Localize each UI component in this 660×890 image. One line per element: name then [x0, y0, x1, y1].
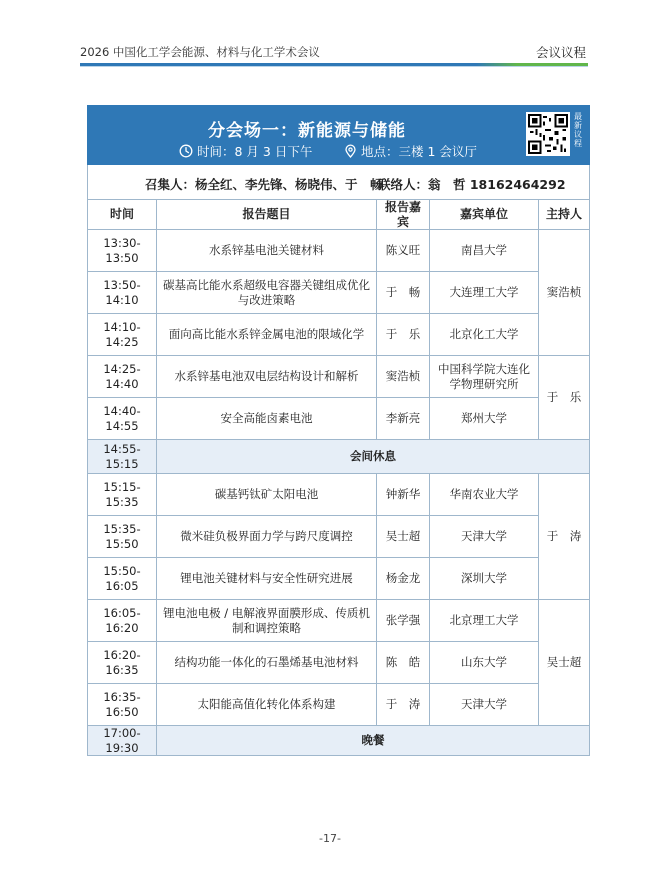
- row-speaker: 窦浩桢: [377, 356, 430, 398]
- break-label: 晚餐: [157, 726, 590, 756]
- row-time: 15:50-16:05: [87, 558, 157, 600]
- agenda-table: [87, 200, 590, 756]
- row-time: 14:25-14:40: [87, 356, 157, 398]
- row-speaker: 钟新华: [377, 474, 430, 516]
- row-title: 面向高比能水系锌金属电池的限域化学: [157, 314, 377, 356]
- convenor-row: [87, 165, 590, 200]
- row-time: 16:35-16:50: [87, 684, 157, 726]
- break-time: 17:00-19:30: [87, 726, 157, 756]
- row-title: 锂电池关键材料与安全性研究进展: [157, 558, 377, 600]
- header-rule-thin: [80, 66, 588, 67]
- host-cell: 于 乐: [539, 356, 590, 440]
- row-time: 13:30-13:50: [87, 230, 157, 272]
- row-title: 碳基高比能水系超级电容器关键组成优化与改进策略: [157, 272, 377, 314]
- row-time: 13:50-14:10: [87, 272, 157, 314]
- location-pin-icon: [344, 144, 357, 158]
- session-title: 分会场一：新能源与储能: [208, 121, 406, 141]
- row-speaker: 陈 皓: [377, 642, 430, 684]
- row-speaker: 于 乐: [377, 314, 430, 356]
- qr-code-icon[interactable]: [526, 112, 570, 156]
- clock-icon: [179, 144, 193, 158]
- row-speaker: 吴士超: [377, 516, 430, 558]
- contact-person: 联络人：翁 哲 18162464292: [378, 177, 566, 192]
- row-title: 碳基钙钛矿太阳电池: [157, 474, 377, 516]
- row-time: 14:10-14:25: [87, 314, 157, 356]
- conference-title: 2026 中国化工学会能源、材料与化工学术会议: [80, 45, 320, 59]
- row-speaker: 李新亮: [377, 398, 430, 440]
- host-cell: 窦浩桢: [539, 230, 590, 356]
- row-speaker: 杨金龙: [377, 558, 430, 600]
- row-title: 结构功能一体化的石墨烯基电池材料: [157, 642, 377, 684]
- section-label: 会议议程: [535, 45, 586, 60]
- header-time: 时间: [87, 200, 157, 230]
- row-title: 锂电池电极 / 电解液界面膜形成、传质机制和调控策略: [157, 600, 377, 642]
- row-affiliation: 中国科学院大连化学物理研究所: [430, 356, 539, 398]
- row-title: 水系锌基电池双电层结构设计和解析: [157, 356, 377, 398]
- row-speaker: 于 畅: [377, 272, 430, 314]
- row-title: 微米硅负极界面力学与跨尺度调控: [157, 516, 377, 558]
- row-affiliation: 北京化工大学: [430, 314, 539, 356]
- row-time: 16:05-16:20: [87, 600, 157, 642]
- session-banner: [87, 105, 590, 165]
- host-cell: 吴士超: [539, 600, 590, 726]
- row-speaker: 陈义旺: [377, 230, 430, 272]
- row-affiliation: 山东大学: [430, 642, 539, 684]
- header-speaker: 报告嘉宾: [377, 200, 430, 230]
- row-affiliation: 深圳大学: [430, 558, 539, 600]
- row-affiliation: 大连理工大学: [430, 272, 539, 314]
- row-time: 15:35-15:50: [87, 516, 157, 558]
- row-affiliation: 南昌大学: [430, 230, 539, 272]
- row-speaker: 于 涛: [377, 684, 430, 726]
- row-affiliation: 北京理工大学: [430, 600, 539, 642]
- session-place: [344, 142, 477, 160]
- row-affiliation: 华南农业大学: [430, 474, 539, 516]
- page-header: [80, 42, 588, 62]
- break-time: 14:55-15:15: [87, 440, 157, 474]
- host-cell: 于 涛: [539, 474, 590, 600]
- qr-label: 最新议程: [574, 112, 582, 148]
- row-time: 14:40-14:55: [87, 398, 157, 440]
- row-time: 16:20-16:35: [87, 642, 157, 684]
- header-host: 主持人: [539, 200, 590, 230]
- row-speaker: 张学强: [377, 600, 430, 642]
- session-time-label: 时间：8 月 3 日下午: [197, 144, 313, 159]
- break-label: 会间休息: [157, 440, 590, 474]
- header-affiliation: 嘉宾单位: [430, 200, 539, 230]
- row-title: 太阳能高值化转化体系构建: [157, 684, 377, 726]
- session-place-label: 地点：三楼 1 会议厅: [361, 144, 477, 159]
- session-time: [179, 142, 312, 160]
- row-affiliation: 郑州大学: [430, 398, 539, 440]
- row-time: 15:15-15:35: [87, 474, 157, 516]
- convenor-list: 召集人：杨全红、李先锋、杨晓伟、于 畅: [145, 177, 383, 192]
- row-title: 安全高能卤素电池: [157, 398, 377, 440]
- row-title: 水系锌基电池关键材料: [157, 230, 377, 272]
- row-affiliation: 天津大学: [430, 516, 539, 558]
- page-number: -17-: [319, 832, 341, 845]
- row-affiliation: 天津大学: [430, 684, 539, 726]
- header-title: 报告题目: [157, 200, 377, 230]
